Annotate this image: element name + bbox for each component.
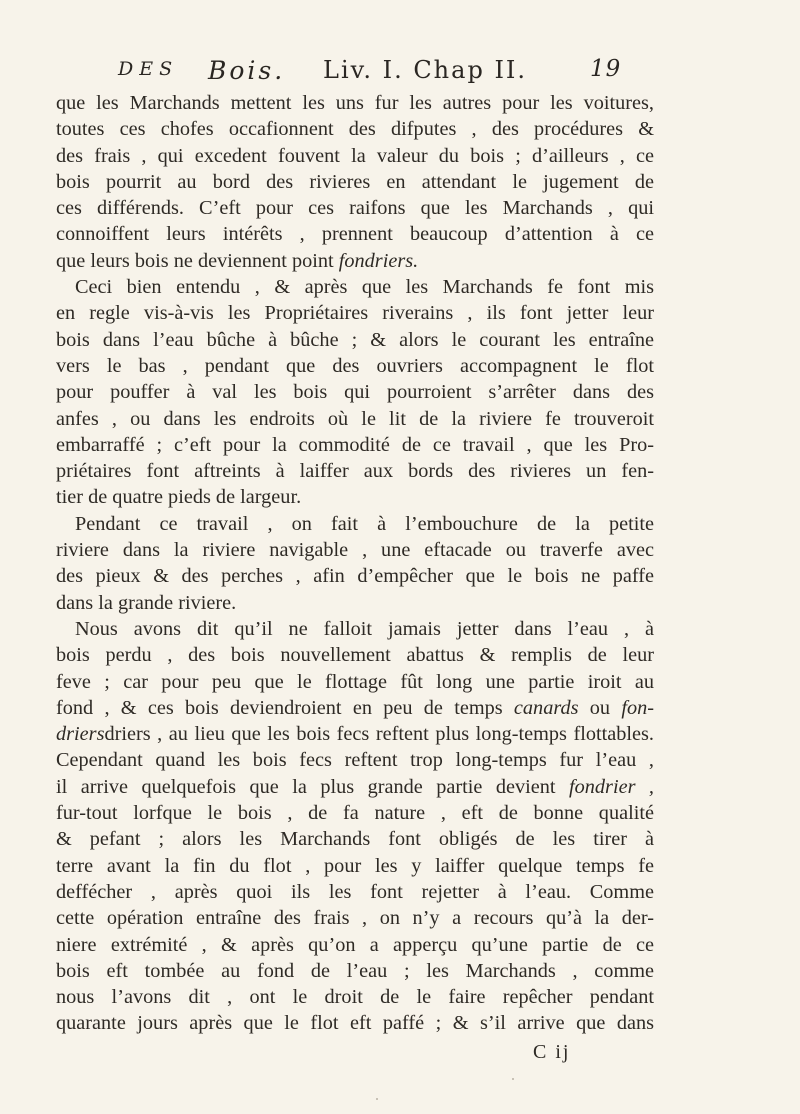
italic-word: driers xyxy=(56,723,105,746)
text-line: dans la grande riviere. xyxy=(56,591,237,614)
text-line: Ceci bien entendu , & après que les Marchands fe font mis xyxy=(75,276,654,299)
text-line: & pefant ; alors les Marchands font obligés de les tirer à xyxy=(56,828,654,851)
paper-speck xyxy=(512,1078,514,1080)
text-line: des frais , qui excedent fouvent la valeur du bois ; d’ailleurs , ce xyxy=(56,144,654,167)
italic-word: fondrier , xyxy=(569,775,654,798)
text-line: cette opération entraîne des frais , on n’y a recours qu’à la der- xyxy=(56,907,654,930)
text-line: bois dans l’eau bûche à bûche ; & alors le courant les entraîne xyxy=(56,328,654,351)
text-line xyxy=(56,695,654,721)
text-line: Cependant quand les bois fecs reftent trop long-temps fur l’eau , xyxy=(56,749,654,772)
text-line: anfes , ou dans les endroits où le lit de la riviere fe trouveroit xyxy=(56,407,654,430)
text-line xyxy=(56,248,654,274)
text-line: connoiffent leurs intérêts , prennent beaucoup d’attention à ce xyxy=(56,223,654,246)
text-line: feve ; car pour peu que le flottage fût long une partie iroit au xyxy=(56,670,654,693)
text-line: que les Marchands mettent les uns fur les autres pour les voitures, xyxy=(56,92,654,114)
text-segment: que leurs bois ne deviennent point xyxy=(56,249,339,272)
text-line: bois pourrit au bord des rivieres en attendant le jugement de xyxy=(56,170,654,193)
text-line: toutes ces chofes occafionnent des difputes , des procédures & xyxy=(56,118,654,141)
text-segment: ou xyxy=(578,696,622,719)
text-line: bois eft tombée au fond de l’eau ; les Marchands , comme xyxy=(56,959,654,982)
italic-word: fondriers. xyxy=(338,249,419,272)
text-line xyxy=(56,774,654,800)
text-line: Pendant ce travail , on fait à l’embouchure de la petite xyxy=(75,512,654,535)
text-line: en regle vis-à-vis les Propriétaires riverains , ils font jetter leur xyxy=(56,302,654,325)
text-line: fur-tout lorfque le bois , de fa nature , eft de bonne qualité xyxy=(56,802,654,825)
paper-speck xyxy=(376,1098,378,1100)
text-line: ces différends. C’eft pour ces raifons que les Marchands , qui xyxy=(56,197,654,220)
text-line: priétaires font aftreints à laiffer aux bords des rivieres un fen- xyxy=(56,460,654,483)
text-segment: il arrive quelquefois que la plus grande partie devient xyxy=(56,775,569,798)
text-line: deffécher , après quoi ils les font rejetter à l’eau. Comme xyxy=(56,880,654,903)
text-line: riviere dans la riviere navigable , une eftacade ou traverfe avec xyxy=(56,539,654,562)
text-line: des pieux & des perches , afin d’empêcher que le bois ne paffe xyxy=(56,565,654,588)
italic-word: canards xyxy=(513,696,579,719)
header-des: DES xyxy=(118,58,179,80)
text-line: quarante jours après que le flot eft paffé ; & s’il arrive que dans xyxy=(56,1012,654,1035)
text-line: nous l’avons dit , ont le droit de le faire repêcher pendant xyxy=(56,986,654,1009)
text-line xyxy=(56,721,654,747)
text-line: bois perdu , des bois nouvellement abattus & remplis de leur xyxy=(56,644,654,667)
text-line: embarraffé ; c’eft pour la commodité de ce travail , que les Pro- xyxy=(56,433,654,456)
text-segment: driers , au lieu que les bois fecs reftent plus long-temps flottables. xyxy=(104,723,654,746)
text-line: pour pouffer à val les bois qui pourroient s’arrêter dans des xyxy=(56,381,654,404)
body-text xyxy=(56,90,654,1037)
text-line: tier de quatre pieds de largeur. xyxy=(56,486,302,509)
text-segment: fond , & ces bois deviendroient en peu de temps xyxy=(56,696,514,719)
text-line: niere extrémité , & après qu’on a apperçu qu’une partie de ce xyxy=(56,933,654,956)
header-bois: Bois. xyxy=(208,56,286,85)
header-livre-chapitre: Liv. I. Chap II. xyxy=(323,56,528,84)
running-header xyxy=(118,56,658,92)
text-line: Nous avons dit qu’il ne falloit jamais jetter dans l’eau , à xyxy=(75,617,654,640)
text-line: vers le bas , pendant que des ouvriers accompagnent le flot xyxy=(56,354,654,377)
italic-word: fon- xyxy=(621,696,654,719)
text-line: terre avant la fin du flot , pour les y laiffer quelque temps fe xyxy=(56,854,654,877)
signature-mark: C ij xyxy=(533,1041,571,1063)
page-number: 19 xyxy=(590,56,622,82)
